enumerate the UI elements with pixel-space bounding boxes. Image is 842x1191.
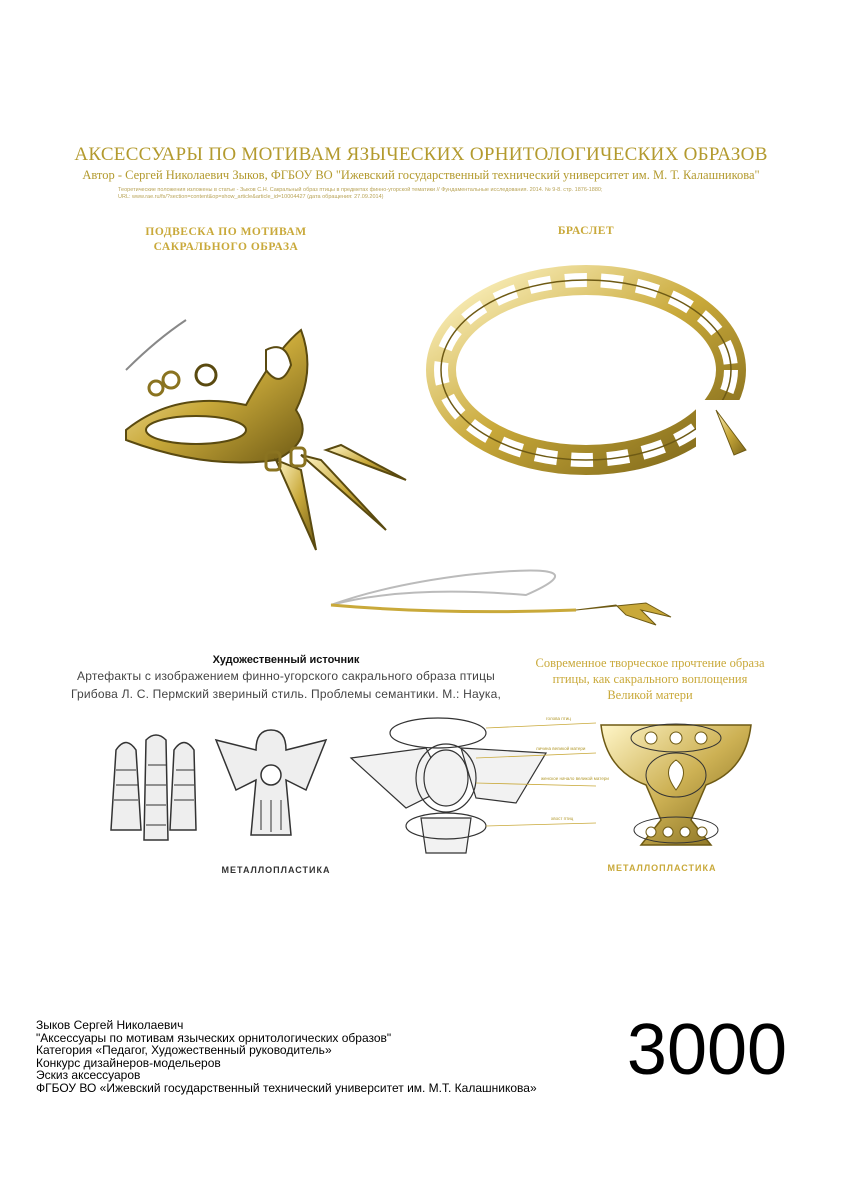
poster-subtitle: Автор - Сергей Николаевич Зыков, ФГБОУ ВО "Ижевский государственный технический университет им. М. Т. Калашникова" (82, 168, 760, 182)
footer-line: Категория «Педагог, Художественный руководитель» (36, 1043, 332, 1058)
footer-line: Зыков Сергей Николаевич (36, 1018, 184, 1032)
diagram-label: женское начало великой матери (541, 776, 609, 781)
footer-line: Конкурс дизайнеров-модельеров (36, 1055, 221, 1070)
diagram-label: хвост птиц (551, 816, 574, 821)
diagram-label: личина великой матери (536, 746, 586, 751)
pendant-label-line: САКРАЛЬНОГО ОБРАЗА (153, 241, 299, 253)
footer-line: "Аксессуары по мотивам языческих орнитологических образов" (36, 1030, 392, 1045)
source-description: Артефакты с изображением финно-угорского сакрального образа птицы (77, 669, 495, 683)
modern-line: Великой матери (607, 688, 693, 702)
pendant-label-line: ПОДВЕСКА ПО МОТИВАМ (145, 226, 307, 238)
artifact-image-1 (96, 730, 206, 850)
pendant-image (86, 310, 406, 560)
footer-line: ФГБОУ ВО «Ижевский государственный технический университет им. М.Т. Калашникова» (36, 1080, 537, 1095)
metalloplastika-label-right: МЕТАЛЛОПЛАСТИКА (607, 863, 717, 873)
citation-line: URL: www.rae.ru/fs/?section=content&op=show_article&article_id=10004427 (дата обращения: 27.09.2014) (118, 194, 384, 200)
pendant-label (131, 225, 321, 255)
entry-number: 3000 (626, 1010, 788, 1090)
bracelet-label: БРАСЛЕТ (557, 225, 615, 237)
necklace-image (326, 555, 696, 635)
metalloplastika-label-left: МЕТАЛЛОПЛАСТИКА (221, 865, 331, 875)
bracelet-image (416, 240, 756, 500)
poster (36, 110, 806, 890)
footer-info (36, 1019, 606, 1095)
poster-title: АКСЕССУАРЫ ПО МОТИВАМ ЯЗЫЧЕСКИХ ОРНИТОЛОГИЧЕСКИХ ОБРАЗОВ (74, 144, 768, 165)
modern-pendant-image (596, 710, 756, 850)
source-heading: Художественный источник (212, 654, 360, 666)
diagram-label: голова птиц (546, 716, 571, 721)
artifact-image-2 (206, 720, 336, 845)
citation (118, 187, 718, 201)
footer-line: Эскиз аксессуаров (36, 1068, 141, 1083)
source-reference: Грибова Л. С. Пермский звериный стиль. Проблемы семантики. М.: Наука, (70, 687, 502, 701)
modern-line: Современное творческое прочтение образа (535, 656, 765, 670)
modern-line: птицы, как сакрального воплощения (552, 672, 748, 686)
diagram-image (346, 708, 609, 858)
citation-line: Теоретические положения изложены в статье - Зыков С.Н. Сакральный образ птицы в предметах финно-угорской тематики // Фундаментальные исследования. 2014. № 9-8. стр. 1876-1880; (118, 187, 603, 193)
modern-interpretation-text (510, 655, 790, 703)
